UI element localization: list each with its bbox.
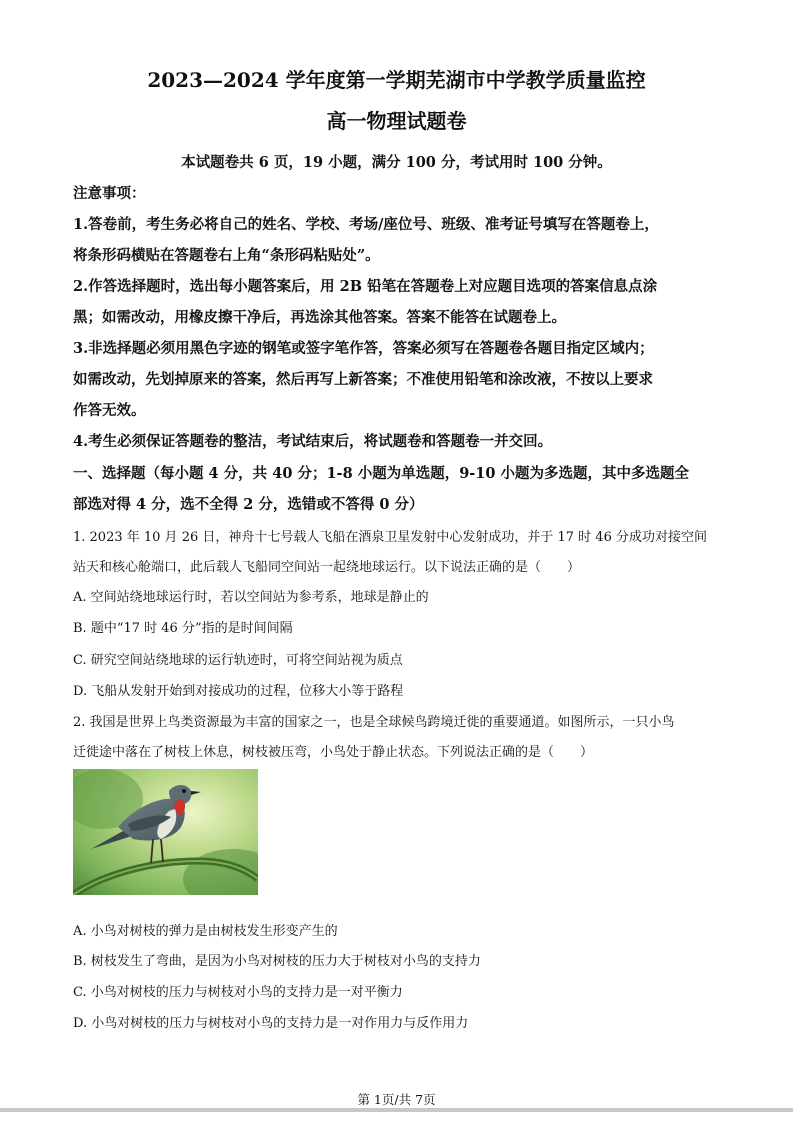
notice-line: 2.作答选择题时，选出每小题答案后，用 2B 铅笔在答题卷上对应题目选项的答案信息点涂 <box>73 278 658 295</box>
q2-stem: 迁徙途中落在了树枝上休息，树枝被压弯，小鸟处于静止状态。下列说法正确的是（ ） <box>73 745 594 760</box>
notice-heading: 注意事项： <box>73 185 146 202</box>
notice-line: 作答无效。 <box>73 402 146 419</box>
section-heading: 一、选择题（每小题 4 分，共 40 分；1-8 小题为单选题，9-10 小题为多选题，其中多选题全 <box>73 465 690 482</box>
q1-option-c: C. 研究空间站绕地球的运行轨迹时，可将空间站视为质点 <box>73 653 403 668</box>
q2-option-b: B. 树枝发生了弯曲，是因为小鸟对树枝的压力大于树枝对小鸟的支持力 <box>73 954 481 969</box>
page-number: 第 1页/共 7页 <box>357 1092 436 1107</box>
q1-option-a: A. 空间站绕地球运行时，若以空间站为参考系，地球是静止的 <box>73 590 429 605</box>
q2-option-d: D. 小鸟对树枝的压力与树枝对小鸟的支持力是一对作用力与反作用力 <box>73 1016 469 1031</box>
exam-title: 2023—2024 学年度第一学期芜湖市中学教学质量监控 <box>147 68 646 92</box>
notice-line: 黑；如需改动，用橡皮擦干净后，再选涂其他答案。答案不能答在试题卷上。 <box>73 309 566 326</box>
notice-line: 将条形码横贴在答题卷右上角“条形码粘贴处”。 <box>73 247 380 264</box>
q1-option-b: B. 题中“17 时 46 分”指的是时间间隔 <box>73 621 293 636</box>
q2-option-a: A. 小鸟对树枝的弹力是由树枝发生形变产生的 <box>73 924 338 939</box>
notice-line: 1.答卷前，考生务必将自己的姓名、学校、考场/座位号、班级、准考证号填写在答题卷上， <box>73 216 659 233</box>
q1-stem: 1. 2023 年 10 月 26 日，神舟十七号载人飞船在酒泉卫星发射中心发射成功，并于 17 时 46 分成功对接空间 <box>73 530 707 545</box>
q2-option-c: C. 小鸟对树枝的压力与树枝对小鸟的支持力是一对平衡力 <box>73 985 403 1000</box>
footer-rule <box>0 1108 793 1112</box>
exam-subtitle: 高一物理试题卷 <box>326 109 467 133</box>
section-heading: 部选对得 4 分，选不全得 2 分，选错或不答得 0 分） <box>73 496 424 513</box>
notice-line: 如需改动，先划掉原来的答案，然后再写上新答案；不准使用铅笔和涂改液，不按以上要求 <box>73 371 653 388</box>
exam-info: 本试题卷共 6 页，19 小题，满分 100 分，考试用时 100 分钟。 <box>181 154 612 171</box>
q1-option-d: D. 飞船从发射开始到对接成功的过程，位移大小等于路程 <box>73 684 404 699</box>
bird-on-branch-image <box>73 769 258 895</box>
notice-line: 4.考生必须保证答题卷的整洁，考试结束后，将试题卷和答题卷一并交回。 <box>73 433 553 450</box>
notice-line: 3.非选择题必须用黑色字迹的钢笔或签字笔作答，答案必须写在答题卷各题目指定区域内； <box>73 340 654 357</box>
q2-stem: 2. 我国是世界上鸟类资源最为丰富的国家之一，也是全球候鸟跨境迁徙的重要通道。如图所示，一只小鸟 <box>73 715 675 730</box>
q1-stem: 站天和核心舱端口，此后载人飞船同空间站一起绕地球运行。以下说法正确的是（ ） <box>73 560 581 575</box>
